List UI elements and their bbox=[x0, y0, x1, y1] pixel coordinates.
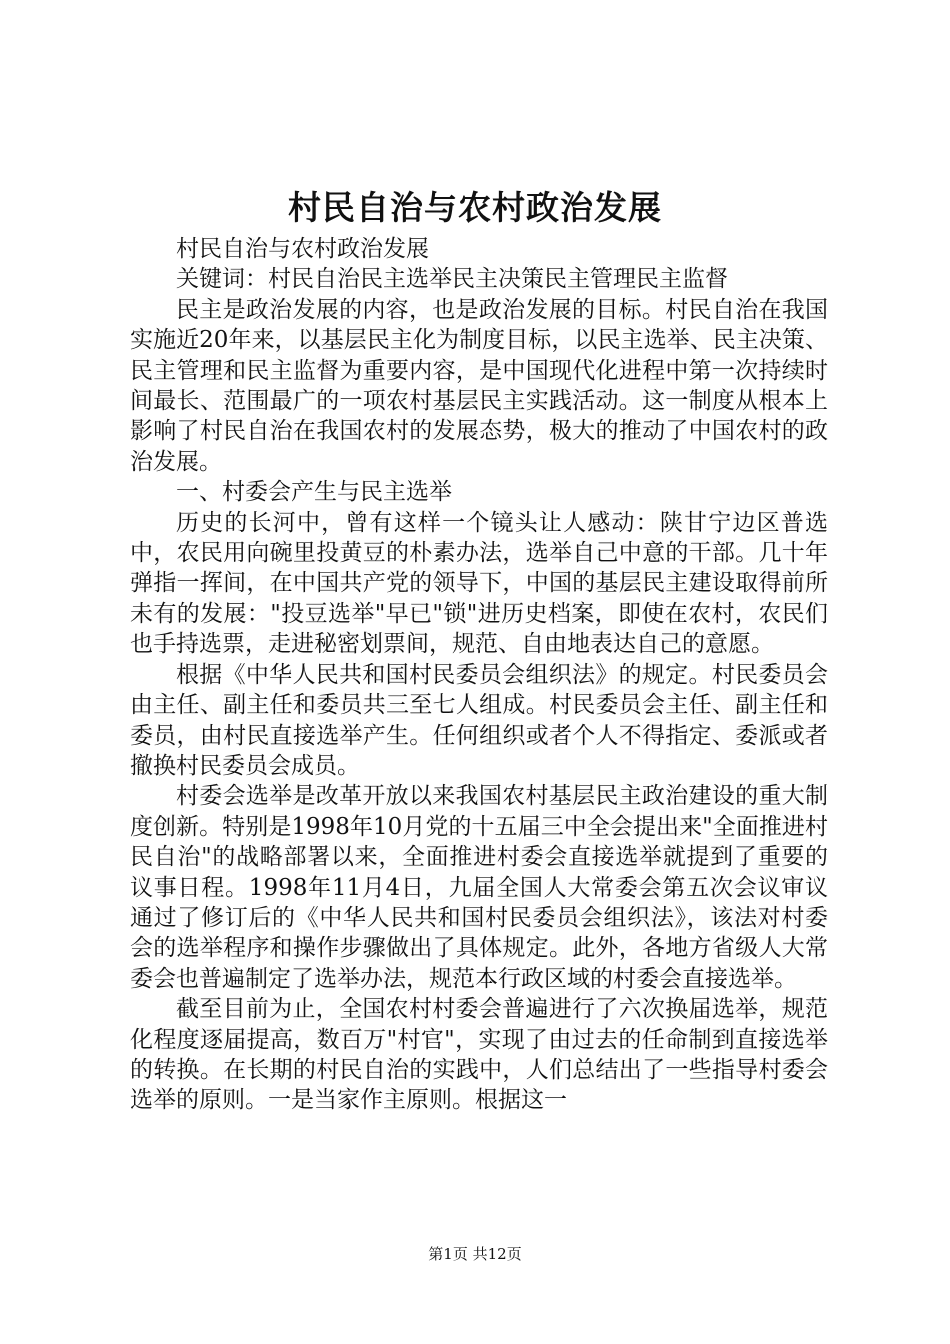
paragraph-history: 历史的长河中，曾有这样一个镜头让人感动：陕甘宁边区普选中，农民用向碗里投黄豆的朴素办法，选举自己中意的干部。几十年弹指一挥间，在中国共产党的领导下，中国的基层民主建设取得前所未有的发展："投豆选举"早已"锁"进历史档案，即使在农村，农民们也手持选票，走进秘密划票间，规范、自由地表达自己的意愿。 bbox=[130, 509, 828, 658]
page-footer: 第1页 共12页 bbox=[428, 1245, 522, 1263]
section-heading-1: 一、村委会产生与民主选举 bbox=[176, 479, 452, 506]
paragraph-election-reform: 村委会选举是改革开放以来我国农村基层民主政治建设的重大制度创新。特别是1998年10月党的十五届三中全会提出来"全面推进村民自治"的战略部署以来，全面推进村委会直接选举就提到了重要的议事日程。1998年11月4日，九届全国人大常委会第五次会议审议通过了修订后的《中华人民共和国村民委员会组织法》，该法对村委会的选举程序和操作步骤做出了具体规定。此外，各地方省级人大常委会也普遍制定了选举办法，规范本行政区域的村委会直接选举。 bbox=[130, 783, 828, 992]
paragraph-intro: 民主是政治发展的内容，也是政治发展的目标。村民自治在我国实施近20年来，以基层民主化为制度目标，以民主选举、民主决策、民主管理和民主监督为重要内容，是中国现代化进程中第一次持续时间最长、范围最广的一项农村基层民主实践活动。这一制度从根本上影响了村民自治在我国农村的发展态势，极大的推动了中国农村的政治发展。 bbox=[130, 296, 828, 475]
paragraph-law: 根据《中华人民共和国村民委员会组织法》的规定。村民委员会由主任、副主任和委员共三至七人组成。村民委员会主任、副主任和委员，由村民直接选举产生。任何组织或者个人不得指定、委派或者撤换村民委员会成员。 bbox=[130, 661, 828, 779]
document-title: 村民自治与农村政治发展 bbox=[288, 188, 662, 227]
paragraph-subtitle: 村民自治与农村政治发展 bbox=[176, 236, 429, 262]
paragraph-keywords: 关键词：村民自治民主选举民主决策民主管理民主监督 bbox=[176, 266, 728, 293]
document-body bbox=[130, 234, 828, 1116]
paragraph-election-principles: 截至目前为止，全国农村村委会普遍进行了六次换届选举，规范化程度逐届提高，数百万"村官"，实现了由过去的任命制到直接选举的转换。在长期的村民自治的实践中，人们总结出了一些指导村委会选举的原则。一是当家作主原则。根据这一 bbox=[130, 996, 828, 1114]
